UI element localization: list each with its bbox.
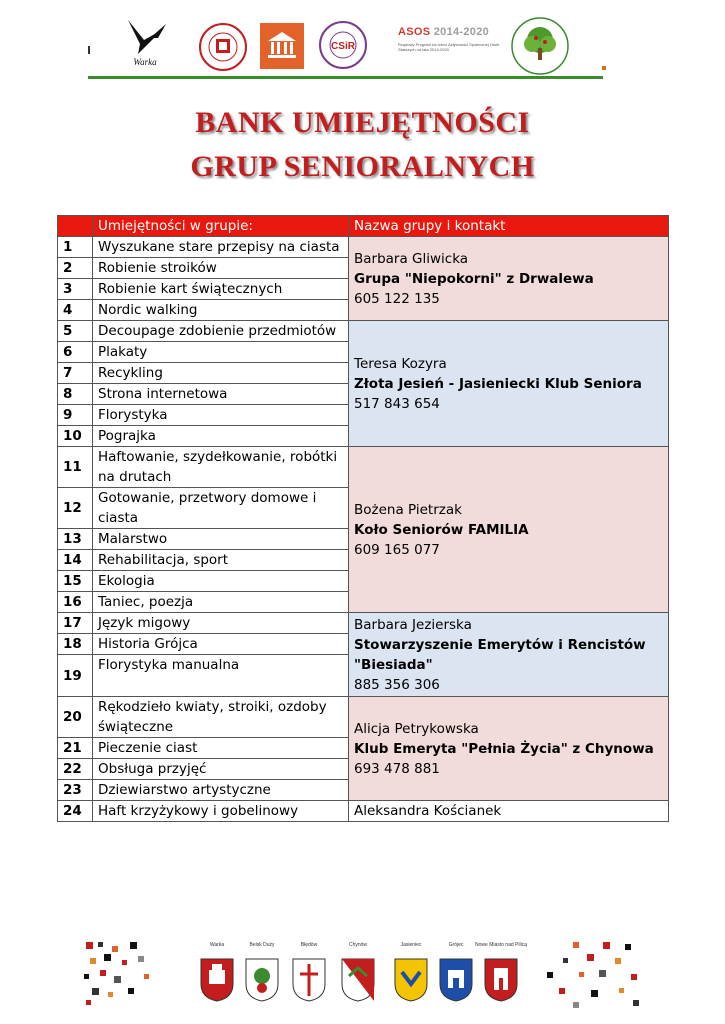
row-number: 16: [58, 592, 93, 613]
bledow-crest: [292, 958, 326, 1002]
contact-phone: 605 122 135: [354, 290, 440, 307]
header-num: [58, 216, 93, 237]
row-skill: Haftowanie, szydełkowanie, robótki na drutach: [93, 447, 349, 488]
contact-person: Barbara Jezierska: [354, 616, 472, 633]
asos-subtitle: Rządowy Program na rzecz Aktywności Społecznej Osób Starszych na lata 2014-2020: [398, 42, 500, 52]
contact-phone: 693 478 881: [354, 760, 440, 777]
footer: [0, 930, 725, 1024]
town-label: Belsk Duży: [249, 942, 275, 948]
page-title-line2: GRUP SENIORALNYCH: [190, 150, 535, 183]
group-contact-cell: [349, 237, 669, 321]
row-number: 19: [58, 655, 93, 697]
jasieniec-crest: [394, 958, 428, 1002]
centrum-inicjatyw-logo: [260, 23, 304, 69]
group-name: Stowarzyszenie Emerytów i Rencistów "Biesiada": [354, 636, 646, 673]
header-tick-right: [602, 66, 606, 70]
town-label: Nowe Miasto nad Pilicą: [475, 942, 527, 948]
row-number: 3: [58, 279, 93, 300]
row-number: 9: [58, 405, 93, 426]
row-skill: Nordic walking: [93, 300, 349, 321]
row-number: 6: [58, 342, 93, 363]
row-number: 15: [58, 571, 93, 592]
group-contact-cell: [349, 801, 669, 822]
row-skill: Język migowy: [93, 613, 349, 634]
centrum-sportu-rekreacji-logo: [318, 20, 368, 70]
row-skill: Historia Grójca: [93, 634, 349, 655]
group-contact-cell: [349, 321, 669, 447]
row-number: 14: [58, 550, 93, 571]
nowe-miasto-crest: [484, 958, 518, 1002]
contact-person: Bożena Pietrzak: [354, 501, 462, 518]
row-number: 23: [58, 780, 93, 801]
header-skills: Umiejętności w grupie:: [93, 216, 349, 237]
grojec-crest: [439, 958, 473, 1002]
pixel-pattern-left: [82, 940, 162, 1010]
group-name: Koło Seniorów FAMILIA: [354, 521, 529, 538]
warka-logo-text: Warka: [133, 57, 157, 67]
row-number: 7: [58, 363, 93, 384]
row-skill: Rehabilitacja, sport: [93, 550, 349, 571]
table-row: [58, 447, 669, 488]
row-number: 20: [58, 697, 93, 738]
group-contact-cell: [349, 697, 669, 801]
row-skill: Obsługa przyjęć: [93, 759, 349, 780]
row-number: 17: [58, 613, 93, 634]
warka-crest: [200, 958, 234, 1002]
asos-year: 2014-2020: [433, 26, 490, 38]
chynow-crest: [341, 958, 375, 1002]
header-logos: [0, 0, 725, 80]
header-divider: [88, 76, 603, 79]
town-label: Warka: [209, 942, 225, 948]
row-skill: Pograjka: [93, 426, 349, 447]
row-skill: Recykling: [93, 363, 349, 384]
row-skill: Strona internetowa: [93, 384, 349, 405]
row-skill: Dziewiarstwo artystyczne: [93, 780, 349, 801]
lgd-nadpilicze-logo: [510, 16, 570, 76]
contact-person: Aleksandra Kościanek: [354, 803, 502, 819]
row-number: 24: [58, 801, 93, 822]
town-label: Chynów: [348, 942, 368, 948]
table-header-row: [58, 216, 669, 237]
row-number: 4: [58, 300, 93, 321]
asos-brand: ASOS: [398, 26, 431, 38]
row-skill: Gotowanie, przetwory domowe i ciasta: [93, 488, 349, 529]
row-number: 5: [58, 321, 93, 342]
contact-person: Barbara Gliwicka: [354, 250, 469, 267]
group-name: Klub Emeryta "Pełnia Życia" z Chynowa: [354, 740, 654, 757]
contact-person: Teresa Kozyra: [354, 355, 447, 372]
row-skill: Rękodzieło kwiaty, stroiki, ozdoby świąteczne: [93, 697, 349, 738]
row-skill: Ekologia: [93, 571, 349, 592]
table-row: [58, 697, 669, 738]
row-skill: Robienie stroików: [93, 258, 349, 279]
table-row: [58, 801, 669, 822]
contact-phone: 517 843 654: [354, 395, 440, 412]
row-number: 21: [58, 738, 93, 759]
table-row: [58, 613, 669, 634]
svg-text:CSiR: CSiR: [331, 41, 355, 52]
row-skill: Haft krzyżykowy i gobelinowy: [93, 801, 349, 822]
row-skill: Wyszukane stare przepisy na ciasta: [93, 237, 349, 258]
row-number: 12: [58, 488, 93, 529]
header-contact: Nazwa grupy i kontakt: [349, 216, 669, 237]
row-skill: Taniec, poezja: [93, 592, 349, 613]
row-number: 1: [58, 237, 93, 258]
group-contact-cell: [349, 613, 669, 697]
stowarzyszenie-warka-logo: [122, 16, 170, 58]
asos-logo: [398, 26, 489, 38]
town-label: Błędów: [300, 942, 318, 948]
page-title-line1: BANK UMIEJĘTNOŚCI: [195, 106, 530, 139]
contact-person: Alicja Petrykowska: [354, 720, 479, 737]
group-name: Złota Jesień - Jasieniecki Klub Seniora: [354, 375, 642, 392]
table-row: [58, 237, 669, 258]
skills-table: [57, 215, 669, 822]
row-skill: Plakaty: [93, 342, 349, 363]
town-label: Grójec: [448, 942, 464, 948]
contact-phone: 885 356 306: [354, 676, 440, 693]
row-number: 18: [58, 634, 93, 655]
row-number: 22: [58, 759, 93, 780]
group-contact-cell: [349, 447, 669, 613]
row-skill: Florystyka manualna: [93, 655, 349, 697]
contact-phone: 609 165 077: [354, 541, 440, 558]
belsk-duzy-crest: [245, 958, 279, 1002]
row-skill: Robienie kart świątecznych: [93, 279, 349, 300]
row-number: 10: [58, 426, 93, 447]
row-skill: Decoupage zdobienie przedmiotów: [93, 321, 349, 342]
row-number: 11: [58, 447, 93, 488]
header-tick-left: [88, 46, 90, 54]
row-skill: Florystyka: [93, 405, 349, 426]
pixel-pattern-right: [543, 940, 643, 1010]
row-skill: Malarstwo: [93, 529, 349, 550]
town-label: Jasieniec: [400, 942, 422, 948]
row-number: 13: [58, 529, 93, 550]
row-number: 2: [58, 258, 93, 279]
zwiazek-emerytow-logo: [198, 22, 248, 72]
table-row: [58, 321, 669, 342]
row-skill: Pieczenie ciast: [93, 738, 349, 759]
group-name: Grupa "Niepokorni" z Drwalewa: [354, 270, 594, 287]
row-number: 8: [58, 384, 93, 405]
